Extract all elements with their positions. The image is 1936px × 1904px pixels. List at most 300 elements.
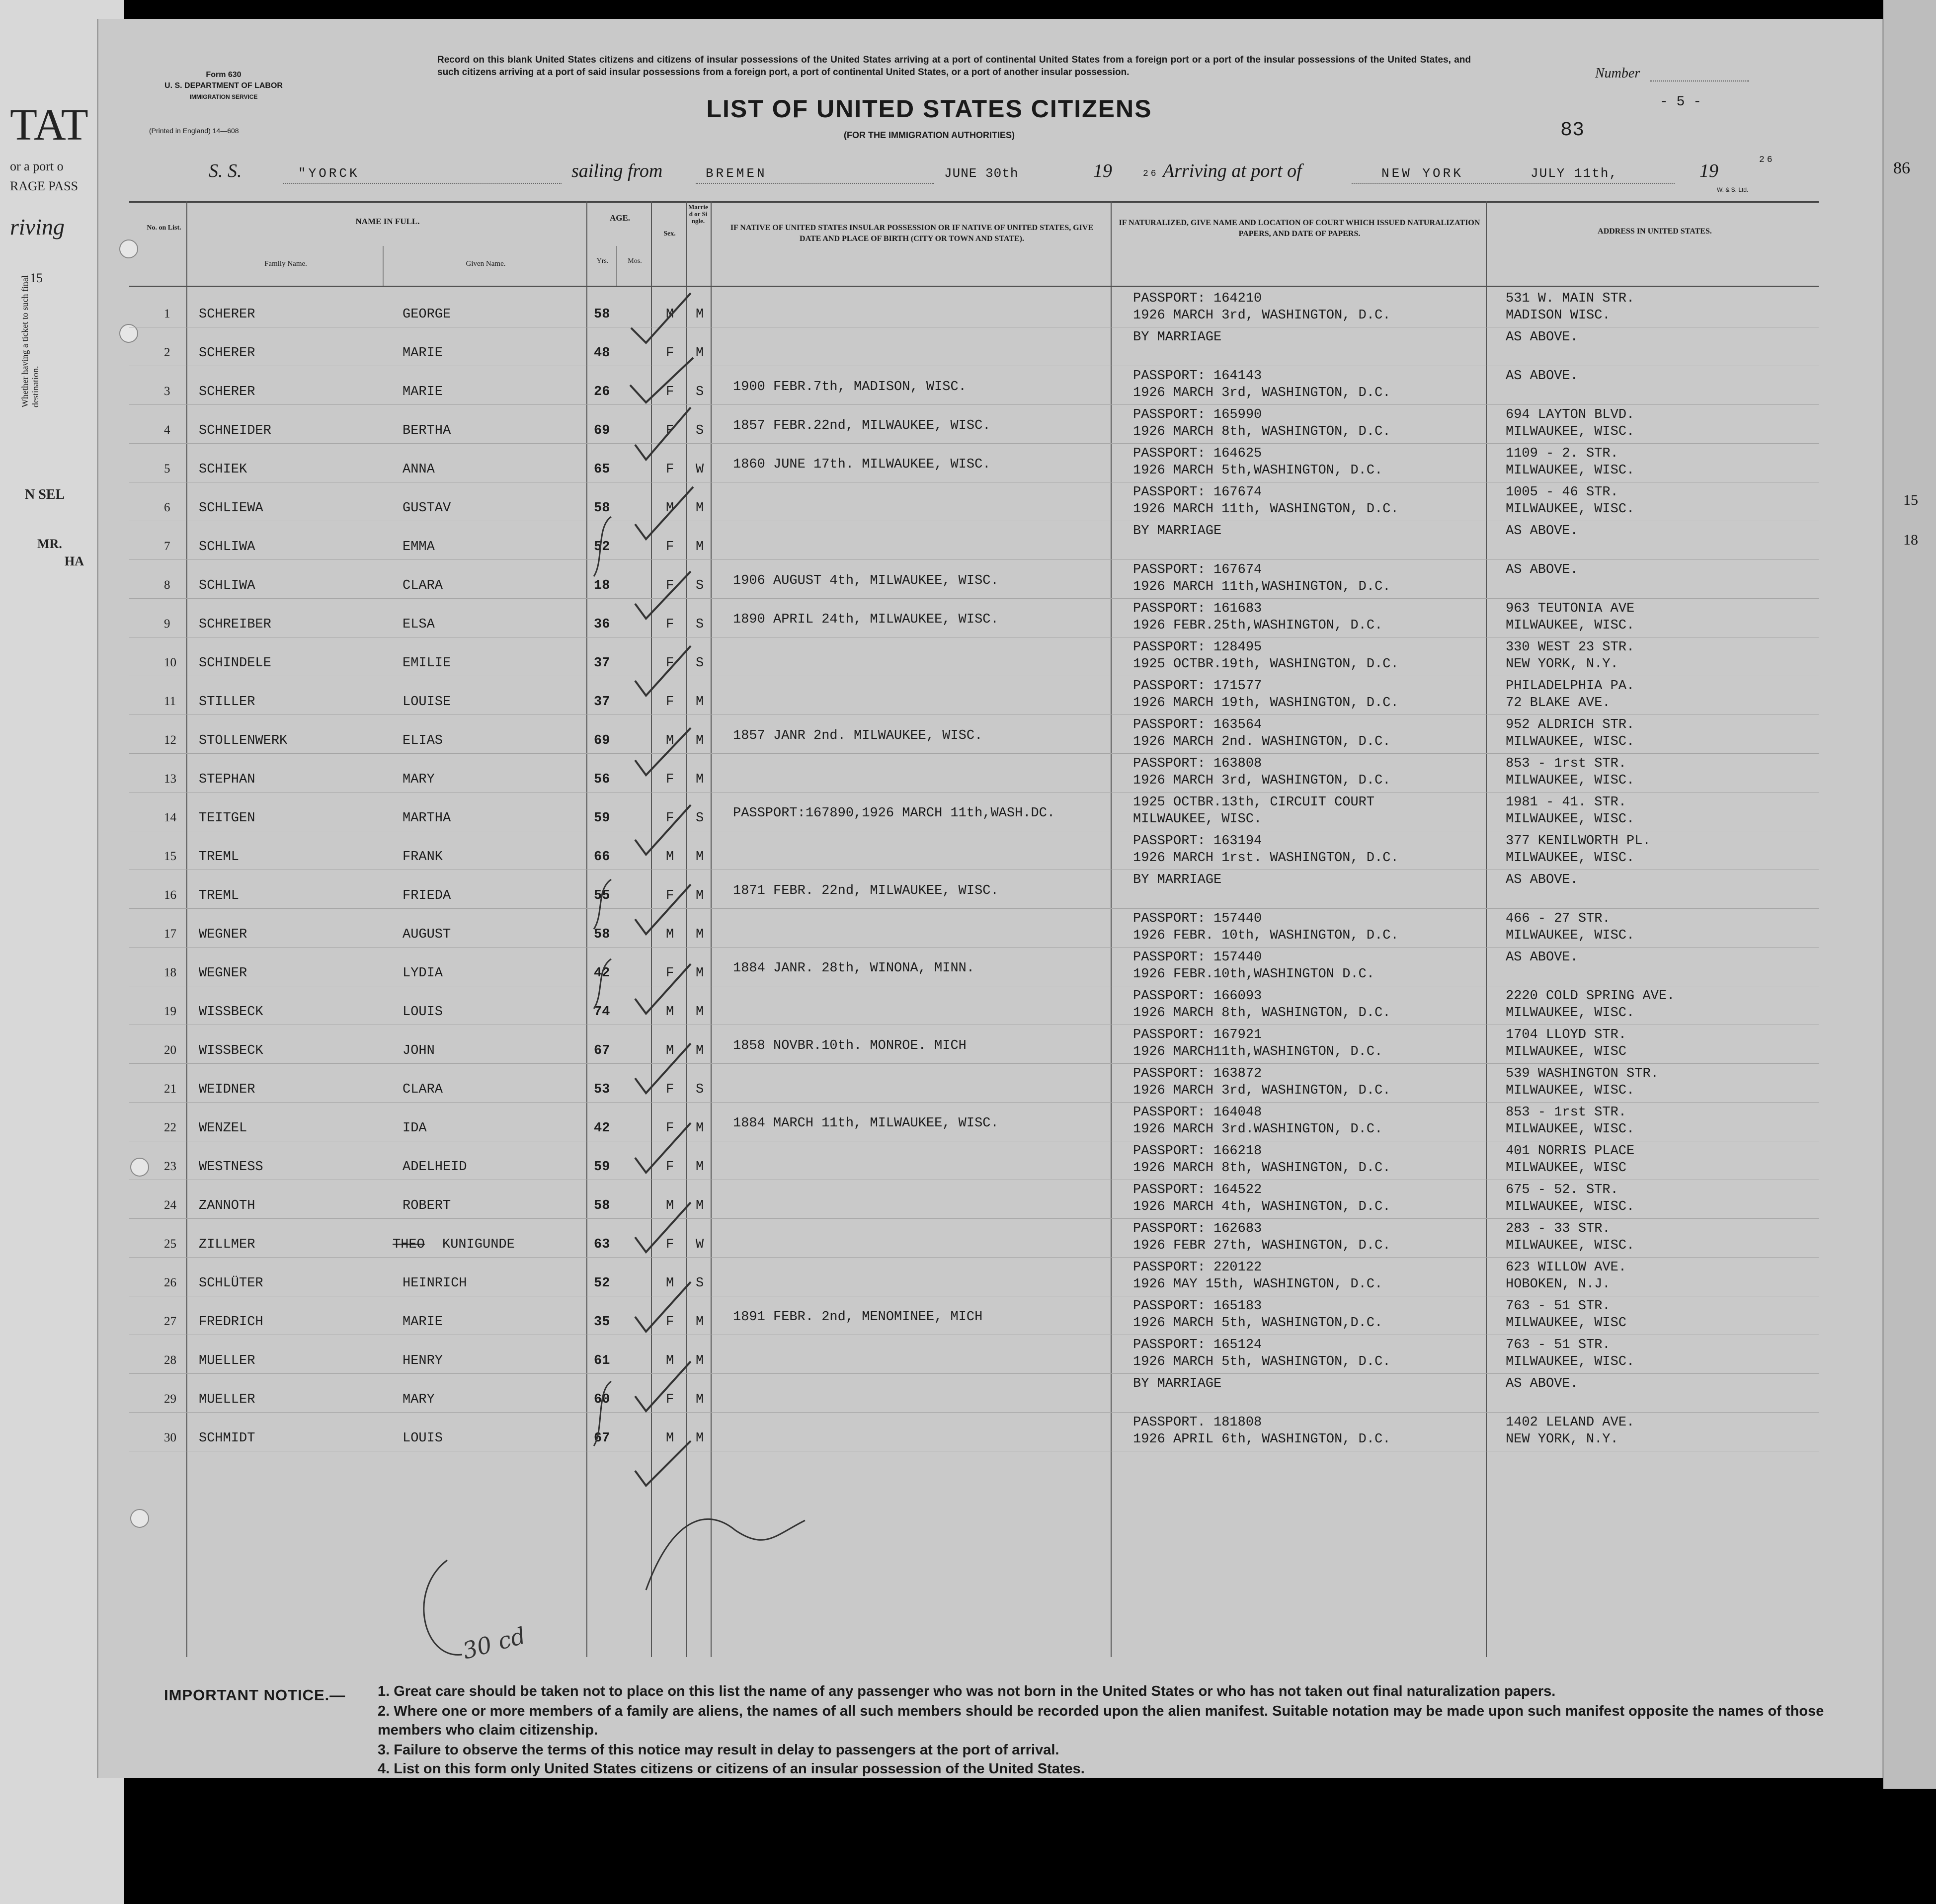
naturalization-line-1: PASSPORT: 164048 xyxy=(1133,1105,1262,1120)
adjacent-page-text: HA xyxy=(65,554,84,568)
adjacent-page-text: N SEL xyxy=(25,487,65,502)
age-years: 53 xyxy=(594,1082,610,1097)
sex: F xyxy=(666,1160,674,1175)
address-line-2: MILWAUKEE, WISC. xyxy=(1506,502,1635,517)
address-line-1: 531 W. MAIN STR. xyxy=(1506,291,1635,306)
naturalization-line-1: PASSPORT: 161683 xyxy=(1133,601,1262,616)
naturalization-line-1: BY MARRIAGE xyxy=(1133,1376,1222,1391)
age-years: 37 xyxy=(594,656,610,671)
family-name: SCHINDELE xyxy=(199,656,271,671)
given-name: HEINRICH xyxy=(403,1276,467,1291)
sex: M xyxy=(666,1353,674,1368)
number-label: Number xyxy=(1595,66,1640,81)
address-line-1: 283 - 33 STR. xyxy=(1506,1221,1611,1236)
given-name: FRIEDA xyxy=(403,888,451,903)
row-number: 7 xyxy=(164,540,170,553)
col-header-married: Married or Single. xyxy=(688,203,708,225)
marital-status: M xyxy=(696,850,704,865)
given-name: IDA xyxy=(403,1121,427,1136)
notice-item-1: 1. Great care should be taken not to place on this list the name of any passenger who was not born in the United States or who has not taken out final naturalization papers. xyxy=(378,1683,1556,1699)
address-line-1: 2220 COLD SPRING AVE. xyxy=(1506,989,1675,1004)
address-line-2: MILWAUKEE, WISC. xyxy=(1506,1238,1635,1253)
naturalization-line-2: 1926 FEBR. 10th, WASHINGTON, D.C. xyxy=(1133,928,1399,943)
sex: F xyxy=(666,1121,674,1136)
birth-date-place: PASSPORT:167890,1926 MARCH 11th,WASH.DC. xyxy=(733,806,1055,821)
naturalization-line-1: PASSPORT: 157440 xyxy=(1133,911,1262,926)
address-line-1: 675 - 52. STR. xyxy=(1506,1183,1618,1197)
given-name-struck: THEO xyxy=(393,1237,425,1252)
col-header-birth: IF NATIVE OF UNITED STATES INSULAR POSSESSION OR IF NATIVE OF UNITED STATES, GIVE DATE AND PLACE OF BIRTH (CITY OR TOWN AND STATE). xyxy=(730,224,1094,243)
naturalization-line-2: 1926 FEBR.25th,WASHINGTON, D.C. xyxy=(1133,618,1383,633)
address-line-1: 466 - 27 STR. xyxy=(1506,911,1611,926)
naturalization-line-1: PASSPORT: 128495 xyxy=(1133,640,1262,655)
arrival-date: JULY 11th, xyxy=(1531,166,1618,181)
age-years: 69 xyxy=(594,423,610,438)
adjacent-page-text: RAGE PASS xyxy=(10,179,79,193)
naturalization-line-1: PASSPORT: 166093 xyxy=(1133,989,1262,1004)
given-name: BERTHA xyxy=(403,423,451,438)
address-line-1: 1704 LLOYD STR. xyxy=(1506,1028,1627,1042)
family-name: WISSBECK xyxy=(199,1005,263,1020)
family-name: SCHLÜTER xyxy=(199,1276,263,1291)
record-instructions: Record on this blank United States citizens and citizens of insular possessions of the United States arriving at a port of continental United States from a foreign port or a port of the insular possessions of the United States, and such citizens arriving at a port of said insular possessions from a foreign port, a port of continental United States, or a port of another insular possession. xyxy=(437,55,1471,78)
age-years: 52 xyxy=(594,1276,610,1291)
family-name: SCHERER xyxy=(199,307,255,322)
given-name: FRANK xyxy=(403,850,443,865)
family-name: FREDRICH xyxy=(199,1315,263,1330)
address-line-1: 694 LAYTON BLVD. xyxy=(1506,407,1635,422)
address-line-1: 539 WASHINGTON STR. xyxy=(1506,1066,1659,1081)
year-prefix: 19 xyxy=(1699,160,1718,181)
row-number: 8 xyxy=(164,578,170,592)
given-name: ANNA xyxy=(403,462,435,477)
col-header-years: Yrs. xyxy=(596,257,609,265)
age-years: 56 xyxy=(594,772,610,787)
given-name: CLARA xyxy=(403,578,443,593)
family-name: SCHLIWA xyxy=(199,540,255,555)
family-name: MUELLER xyxy=(199,1392,255,1407)
naturalization-line-1: PASSPORT: 164143 xyxy=(1133,369,1262,384)
naturalization-line-1: PASSPORT: 171577 xyxy=(1133,679,1262,694)
address-line-2: MILWAUKEE, WISC. xyxy=(1506,1354,1635,1369)
given-name: MARIE xyxy=(403,1315,443,1330)
marital-status: M xyxy=(696,733,704,748)
marital-status: S xyxy=(696,656,704,671)
age-years: 26 xyxy=(594,385,610,399)
naturalization-line-1: PASSPORT: 167674 xyxy=(1133,562,1262,577)
sex: F xyxy=(666,772,674,787)
age-years: 59 xyxy=(594,811,610,826)
marital-status: S xyxy=(696,617,704,632)
given-name: EMMA xyxy=(403,540,435,555)
given-name: MARIE xyxy=(403,385,443,399)
marital-status: M xyxy=(696,501,704,516)
address-line-1: AS ABOVE. xyxy=(1506,562,1578,577)
birth-date-place: 1857 JANR 2nd. MILWAUKEE, WISC. xyxy=(733,728,983,743)
age-years: 66 xyxy=(594,850,610,865)
address-line-1: AS ABOVE. xyxy=(1506,524,1578,539)
marital-status: S xyxy=(696,423,704,438)
marital-status: M xyxy=(696,540,704,555)
naturalization-line-1: PASSPORT: 163564 xyxy=(1133,717,1262,732)
printed-note: (Printed in England) 14—608 xyxy=(149,127,239,135)
address-line-1: 853 - 1rst STR. xyxy=(1506,1105,1627,1120)
naturalization-line-2: MILWAUKEE, WISC. xyxy=(1133,812,1262,827)
marital-status: S xyxy=(696,811,704,826)
naturalization-line-2: 1926 MARCH 3rd, WASHINGTON, D.C. xyxy=(1133,386,1391,400)
naturalization-line-2: 1926 MARCH 5th,WASHINGTON, D.C. xyxy=(1133,463,1383,478)
naturalization-line-2: 1926 MARCH 5th, WASHINGTON,D.C. xyxy=(1133,1316,1383,1331)
family-name: SCHERER xyxy=(199,346,255,361)
sex: F xyxy=(666,617,674,632)
given-name: MARY xyxy=(403,1392,435,1407)
address-line-2: MILWAUKEE, WISC. xyxy=(1506,812,1635,827)
row-number: 15 xyxy=(164,850,176,863)
adjacent-page-title-fragment: TAT xyxy=(10,100,88,150)
naturalization-line-1: PASSPORT: 167921 xyxy=(1133,1028,1262,1042)
address-line-2: NEW YORK, N.Y. xyxy=(1506,657,1618,672)
marital-status: M xyxy=(696,966,704,981)
address-line-2: MADISON WISC. xyxy=(1506,308,1611,323)
col-header-sex: Sex. xyxy=(663,230,676,238)
address-line-2: MILWAUKEE, WISC. xyxy=(1506,618,1635,633)
given-name: MARY xyxy=(403,772,435,787)
address-line-1: 401 NORRIS PLACE xyxy=(1506,1144,1635,1159)
naturalization-line-1: PASSPORT: 220122 xyxy=(1133,1260,1262,1275)
address-line-1: 952 ALDRICH STR. xyxy=(1506,717,1635,732)
col-header-no: No. on List. xyxy=(147,224,181,232)
family-name: WESTNESS xyxy=(199,1160,263,1175)
birth-date-place: 1884 JANR. 28th, WINONA, MINN. xyxy=(733,961,975,976)
sex: M xyxy=(666,1043,674,1058)
printer-mark: W. & S. Ltd. xyxy=(1717,186,1749,193)
row-number: 12 xyxy=(164,733,176,747)
row-number: 28 xyxy=(164,1353,176,1367)
naturalization-line-2: 1926 MARCH 8th, WASHINGTON, D.C. xyxy=(1133,1161,1391,1176)
address-line-2: MILWAUKEE, WISC. xyxy=(1506,1083,1635,1098)
adjacent-page-text: MR. xyxy=(37,537,62,551)
sex: F xyxy=(666,888,674,903)
address-line-2: MILWAUKEE, WISC. xyxy=(1506,773,1635,788)
naturalization-line-2: 1926 APRIL 6th, WASHINGTON, D.C. xyxy=(1133,1432,1391,1447)
sex: M xyxy=(666,1276,674,1291)
given-name: AUGUST xyxy=(403,927,451,942)
adjacent-page-text: or a port o xyxy=(10,159,64,173)
marital-status: M xyxy=(696,1431,704,1446)
given-name: MARIE xyxy=(403,346,443,361)
address-line-2: MILWAUKEE, WISC. xyxy=(1506,851,1635,866)
family-name: WEGNER xyxy=(199,966,247,981)
right-margin-number: 86 xyxy=(1893,159,1910,177)
address-line-1: AS ABOVE. xyxy=(1506,330,1578,345)
age-years: 67 xyxy=(594,1431,610,1446)
document-subtitle: (FOR THE IMMIGRATION AUTHORITIES) xyxy=(844,130,1015,140)
naturalization-line-1: PASSPORT: 164210 xyxy=(1133,291,1262,306)
marital-status: M xyxy=(696,695,704,710)
marital-status: M xyxy=(696,1121,704,1136)
sailing-label: sailing from xyxy=(571,160,663,181)
naturalization-line-1: PASSPORT: 165183 xyxy=(1133,1299,1262,1314)
age-years: 48 xyxy=(594,346,610,361)
age-years: 58 xyxy=(594,1198,610,1213)
family-name: ZANNOTH xyxy=(199,1198,255,1213)
naturalization-line-2: 1926 MAY 15th, WASHINGTON, D.C. xyxy=(1133,1277,1383,1292)
sex: F xyxy=(666,811,674,826)
ship-name: "YORCK xyxy=(298,166,360,181)
address-line-1: 763 - 51 STR. xyxy=(1506,1338,1611,1352)
address-line-1: 623 WILLOW AVE. xyxy=(1506,1260,1627,1275)
list-number: 83 xyxy=(1560,119,1585,142)
marital-status: M xyxy=(696,1043,704,1058)
address-line-1: 1005 - 46 STR. xyxy=(1506,485,1618,500)
age-years: 18 xyxy=(594,578,610,593)
given-name: HENRY xyxy=(403,1353,443,1368)
age-years: 42 xyxy=(594,1121,610,1136)
marital-status: M xyxy=(696,1353,704,1368)
age-years: 58 xyxy=(594,307,610,322)
address-line-2: NEW YORK, N.Y. xyxy=(1506,1432,1618,1447)
sex: M xyxy=(666,733,674,748)
row-number: 5 xyxy=(164,462,170,476)
given-name: ELSA xyxy=(403,617,435,632)
row-number: 18 xyxy=(164,966,176,979)
naturalization-line-2: 1926 MARCH 19th, WASHINGTON, D.C. xyxy=(1133,696,1399,711)
departure-date: JUNE 30th xyxy=(944,166,1019,181)
year-suffix: 26 xyxy=(1143,169,1159,179)
row-number: 25 xyxy=(164,1237,176,1251)
naturalization-line-1: PASSPORT: 157440 xyxy=(1133,950,1262,965)
given-name: KUNIGUNDE xyxy=(442,1237,515,1252)
arrival-port: NEW YORK xyxy=(1381,166,1463,181)
family-name: SCHREIBER xyxy=(199,617,271,632)
row-number: 6 xyxy=(164,501,170,514)
birth-date-place: 1884 MARCH 11th, MILWAUKEE, WISC. xyxy=(733,1116,999,1131)
row-number: 1 xyxy=(164,307,170,320)
address-line-2: MILWAUKEE, WISC. xyxy=(1506,463,1635,478)
adjacent-page-text: riving xyxy=(10,214,65,239)
naturalization-line-2: 1926 MARCH 8th, WASHINGTON, D.C. xyxy=(1133,1006,1391,1021)
age-years: 37 xyxy=(594,695,610,710)
sex: M xyxy=(666,1005,674,1020)
col-header-family: Family Name. xyxy=(264,260,307,268)
family-name: MUELLER xyxy=(199,1353,255,1368)
address-line-2: MILWAUKEE, WISC xyxy=(1506,1044,1627,1059)
address-line-2: 72 BLAKE AVE. xyxy=(1506,696,1611,711)
row-number: 22 xyxy=(164,1121,176,1134)
sex: M xyxy=(666,1198,674,1213)
family-name: ZILLMER xyxy=(199,1237,255,1252)
sex: F xyxy=(666,346,674,361)
row-number: 19 xyxy=(164,1005,176,1018)
sex: F xyxy=(666,1237,674,1252)
birth-date-place: 1858 NOVBR.10th. MONROE. MICH xyxy=(733,1038,967,1053)
given-name: LYDIA xyxy=(403,966,443,981)
given-name: LOUIS xyxy=(403,1431,443,1446)
marital-status: S xyxy=(696,578,704,593)
sex: M xyxy=(666,307,674,322)
address-line-1: 330 WEST 23 STR. xyxy=(1506,640,1635,655)
sex: M xyxy=(666,1431,674,1446)
family-name: SCHLIEWA xyxy=(199,501,263,516)
address-line-1: 377 KENILWORTH PL. xyxy=(1506,834,1651,849)
address-line-1: PHILADELPHIA PA. xyxy=(1506,679,1635,694)
family-name: SCHLIWA xyxy=(199,578,255,593)
marital-status: M xyxy=(696,1198,704,1213)
family-name: STOLLENWERK xyxy=(199,733,288,748)
family-name: SCHERER xyxy=(199,385,255,399)
marital-status: S xyxy=(696,385,704,399)
row-number: 17 xyxy=(164,927,176,941)
address-line-2: MILWAUKEE, WISC. xyxy=(1506,1199,1635,1214)
naturalization-line-2: 1926 FEBR.10th,WASHINGTON D.C. xyxy=(1133,967,1375,982)
row-number: 23 xyxy=(164,1160,176,1173)
family-name: TREML xyxy=(199,888,240,903)
naturalization-line-2: 1926 MARCH 8th, WASHINGTON, D.C. xyxy=(1133,424,1391,439)
naturalization-line-2: 1926 MARCH 11th, WASHINGTON, D.C. xyxy=(1133,502,1399,517)
address-line-2: MILWAUKEE, WISC. xyxy=(1506,1006,1635,1021)
row-number: 3 xyxy=(164,385,170,398)
given-name: ROBERT xyxy=(403,1198,451,1213)
marital-status: S xyxy=(696,1082,704,1097)
naturalization-line-1: PASSPORT: 163872 xyxy=(1133,1066,1262,1081)
marital-status: M xyxy=(696,307,704,322)
sex: F xyxy=(666,1082,674,1097)
birth-date-place: 1891 FEBR. 2nd, MENOMINEE, MICH xyxy=(733,1310,983,1325)
family-name: SCHNEIDER xyxy=(199,423,271,438)
age-years: 69 xyxy=(594,733,610,748)
family-name: WISSBECK xyxy=(199,1043,263,1058)
given-name: JOHN xyxy=(403,1043,435,1058)
row-number: 2 xyxy=(164,346,170,359)
marital-status: W xyxy=(696,462,704,477)
row-number: 21 xyxy=(164,1082,176,1096)
family-name: WENZEL xyxy=(199,1121,247,1136)
sex: F xyxy=(666,462,674,477)
row-number: 30 xyxy=(164,1431,176,1444)
row-number: 24 xyxy=(164,1198,176,1212)
year-suffix: 26 xyxy=(1759,155,1775,165)
marital-status: M xyxy=(696,1315,704,1330)
naturalization-line-2: 1926 MARCH 3rd.WASHINGTON, D.C. xyxy=(1133,1122,1383,1137)
sex: F xyxy=(666,1315,674,1330)
col-header-months: Mos. xyxy=(628,257,642,265)
naturalization-line-1: PASSPORT: 164625 xyxy=(1133,446,1262,461)
naturalization-line-1: PASSPORT: 166218 xyxy=(1133,1144,1262,1159)
age-years: 35 xyxy=(594,1315,610,1330)
year-prefix: 19 xyxy=(1093,160,1112,181)
age-years: 61 xyxy=(594,1353,610,1368)
naturalization-line-2: 1926 FEBR 27th, WASHINGTON, D.C. xyxy=(1133,1238,1391,1253)
naturalization-line-1: PASSPORT. 181808 xyxy=(1133,1415,1262,1430)
address-line-1: 763 - 51 STR. xyxy=(1506,1299,1611,1314)
family-name: WEIDNER xyxy=(199,1082,255,1097)
sex: M xyxy=(666,850,674,865)
given-name: GUSTAV xyxy=(403,501,451,516)
marital-status: W xyxy=(696,1237,704,1252)
age-years: 55 xyxy=(594,888,610,903)
row-number: 10 xyxy=(164,656,176,669)
naturalization-line-2: 1926 MARCH 4th, WASHINGTON, D.C. xyxy=(1133,1199,1391,1214)
address-line-1: 963 TEUTONIA AVE xyxy=(1506,601,1635,616)
address-line-2: MILWAUKEE, WISC. xyxy=(1506,928,1635,943)
notice-item-2: 2. Where one or more members of a family are aliens, the names of all such members should be recorded upon the alien manifest. Suitable notation may be made upon such manifest opposite the names of those members who claim citizenship. xyxy=(378,1703,1824,1738)
age-years: 60 xyxy=(594,1392,610,1407)
given-name: EMILIE xyxy=(403,656,451,671)
arriving-label: Arriving at port of xyxy=(1163,160,1302,181)
address-line-1: AS ABOVE. xyxy=(1506,1376,1578,1391)
address-line-2: MILWAUKEE, WISC xyxy=(1506,1161,1627,1176)
row-number: 20 xyxy=(164,1043,176,1057)
address-line-2: MILWAUKEE, WISC. xyxy=(1506,1122,1635,1137)
marital-status: M xyxy=(696,1392,704,1407)
marital-status: S xyxy=(696,1276,704,1291)
naturalization-line-1: PASSPORT: 164522 xyxy=(1133,1183,1262,1197)
sex: F xyxy=(666,540,674,555)
service-name: IMMIGRATION SERVICE xyxy=(189,93,258,100)
naturalization-line-1: 1925 OCTBR.13th, CIRCUIT COURT xyxy=(1133,795,1375,810)
naturalization-line-1: BY MARRIAGE xyxy=(1133,873,1222,887)
sex: F xyxy=(666,423,674,438)
sex: F xyxy=(666,1392,674,1407)
naturalization-line-2: 1926 MARCH 1rst. WASHINGTON, D.C. xyxy=(1133,851,1399,866)
address-line-1: 1109 - 2. STR. xyxy=(1506,446,1618,461)
naturalization-line-2: 1926 MARCH11th,WASHINGTON, D.C. xyxy=(1133,1044,1383,1059)
age-years: 52 xyxy=(594,540,610,555)
naturalization-line-2: 1926 MARCH 2nd. WASHINGTON, D.C. xyxy=(1133,734,1391,749)
birth-date-place: 1860 JUNE 17th. MILWAUKEE, WISC. xyxy=(733,457,991,472)
family-name: SCHMIDT xyxy=(199,1431,255,1446)
address-line-2: MILWAUKEE, WISC. xyxy=(1506,734,1635,749)
right-margin-number: 18 xyxy=(1903,532,1918,548)
address-line-1: AS ABOVE. xyxy=(1506,369,1578,384)
sex: F xyxy=(666,578,674,593)
naturalization-line-2: 1926 MARCH 3rd, WASHINGTON, D.C. xyxy=(1133,1083,1391,1098)
departure-port: BREMEN xyxy=(706,166,767,181)
naturalization-line-2: 1926 MARCH 3rd, WASHINGTON, D.C. xyxy=(1133,308,1391,323)
address-line-2: HOBOKEN, N.J. xyxy=(1506,1277,1611,1292)
family-name: SCHIEK xyxy=(199,462,247,477)
naturalization-line-2: 1926 MARCH 11th,WASHINGTON, D.C. xyxy=(1133,579,1391,594)
sex: F xyxy=(666,695,674,710)
address-line-1: 1402 LELAND AVE. xyxy=(1506,1415,1635,1430)
given-name: GEORGE xyxy=(403,307,451,322)
birth-date-place: 1900 FEBR.7th, MADISON, WISC. xyxy=(733,380,967,395)
given-name: LOUISE xyxy=(403,695,451,710)
marital-status: M xyxy=(696,1160,704,1175)
age-years: 59 xyxy=(594,1160,610,1175)
naturalization-line-1: BY MARRIAGE xyxy=(1133,524,1222,539)
given-name: ADELHEID xyxy=(403,1160,467,1175)
row-number: 4 xyxy=(164,423,170,437)
notice-item-4: 4. List on this form only United States citizens or citizens of an insular possession of the United States. xyxy=(378,1761,1085,1777)
age-years: 58 xyxy=(594,501,610,516)
page-number: - 5 - xyxy=(1660,94,1702,110)
department-name: U. S. DEPARTMENT OF LABOR xyxy=(164,81,283,90)
naturalization-line-2: 1925 OCTBR.19th, WASHINGTON, D.C. xyxy=(1133,657,1399,672)
age-years: 65 xyxy=(594,462,610,477)
form-number: Form 630 xyxy=(206,71,242,79)
age-years: 36 xyxy=(594,617,610,632)
sex: M xyxy=(666,501,674,516)
document-title: LIST OF UNITED STATES CITIZENS xyxy=(706,95,1152,123)
family-name: STEPHAN xyxy=(199,772,255,787)
col-header-naturalization: IF NATURALIZED, GIVE NAME AND LOCATION OF COURT WHICH ISSUED NATURALIZATION PAPERS, AND DATE OF PAPERS. xyxy=(1119,219,1480,238)
marital-status: M xyxy=(696,888,704,903)
given-name: MARTHA xyxy=(403,811,451,826)
right-margin-number: 15 xyxy=(1903,492,1918,508)
address-line-1: 1981 - 41. STR. xyxy=(1506,795,1627,810)
address-line-1: AS ABOVE. xyxy=(1506,950,1578,965)
